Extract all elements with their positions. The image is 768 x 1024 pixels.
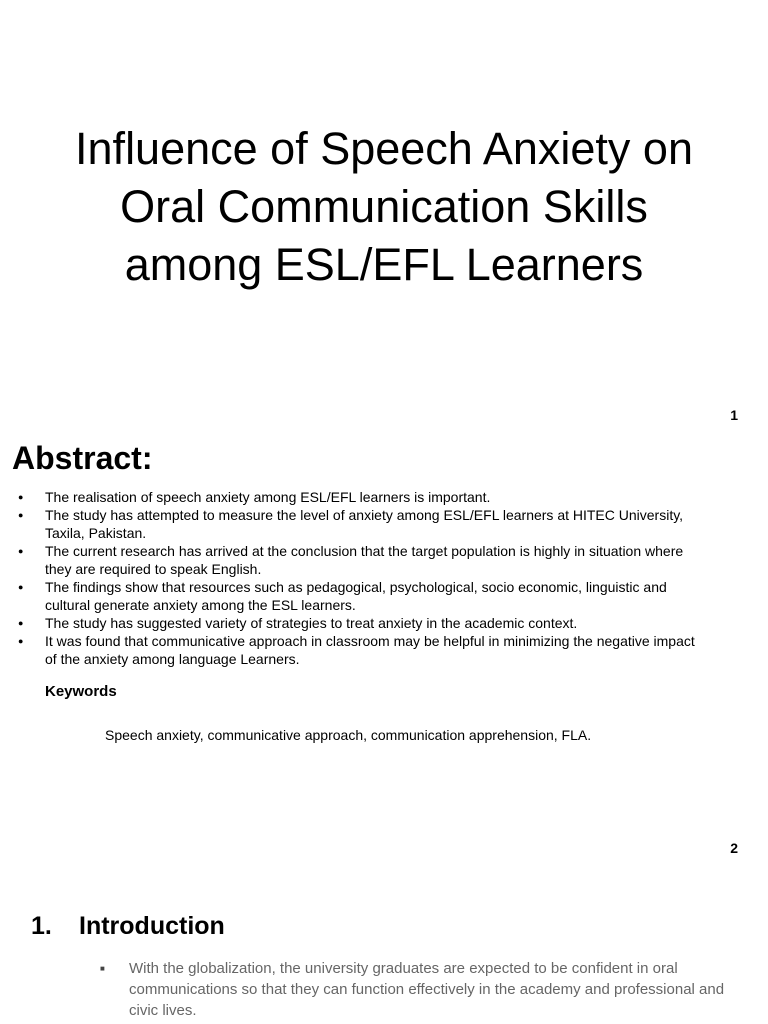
title-line: Oral Communication Skills	[120, 181, 648, 232]
abstract-bullet: ● It was found that communicative approach in classroom may be helpful in minimizing the negative impact of the anxiety among language Learners.	[18, 632, 708, 668]
introduction-bullet: ■ With the globalization, the university graduates are expected to be confident in oral communications so that they can function effectively in the academy and professional and civic lives.	[100, 958, 730, 1021]
section-number: 1.	[31, 912, 52, 940]
abstract-bullet: ● The study has attempted to measure the level of anxiety among ESL/EFL learners at HITEC University, Taxila, Pakistan.	[18, 506, 708, 542]
abstract-heading: Abstract:	[12, 440, 153, 476]
keywords-label: Keywords	[45, 683, 117, 700]
title-line: Influence of Speech Anxiety on	[75, 123, 693, 174]
abstract-bullet-list	[18, 488, 708, 668]
abstract-bullet: ● The study has suggested variety of strategies to treat anxiety in the academic context.	[18, 614, 708, 632]
abstract-bullet: ● The realisation of speech anxiety among ESL/EFL learners is important.	[18, 488, 708, 506]
document-title	[0, 120, 768, 294]
title-line: among ESL/EFL Learners	[124, 239, 644, 290]
section-title: Introduction	[79, 912, 225, 940]
page-number: 1	[730, 407, 738, 423]
abstract-bullet: ● The current research has arrived at the conclusion that the target population is highly in situation where they are required to speak English.	[18, 542, 708, 578]
abstract-bullet: ● The findings show that resources such as pedagogical, psychological, socio economic, linguistic and cultural generate anxiety among the ESL learners.	[18, 578, 708, 614]
keywords-text: Speech anxiety, communicative approach, communication apprehension, FLA.	[105, 727, 592, 743]
introduction-bullet-list	[100, 958, 730, 1021]
page-number: 2	[730, 840, 738, 856]
introduction-heading	[31, 910, 225, 942]
